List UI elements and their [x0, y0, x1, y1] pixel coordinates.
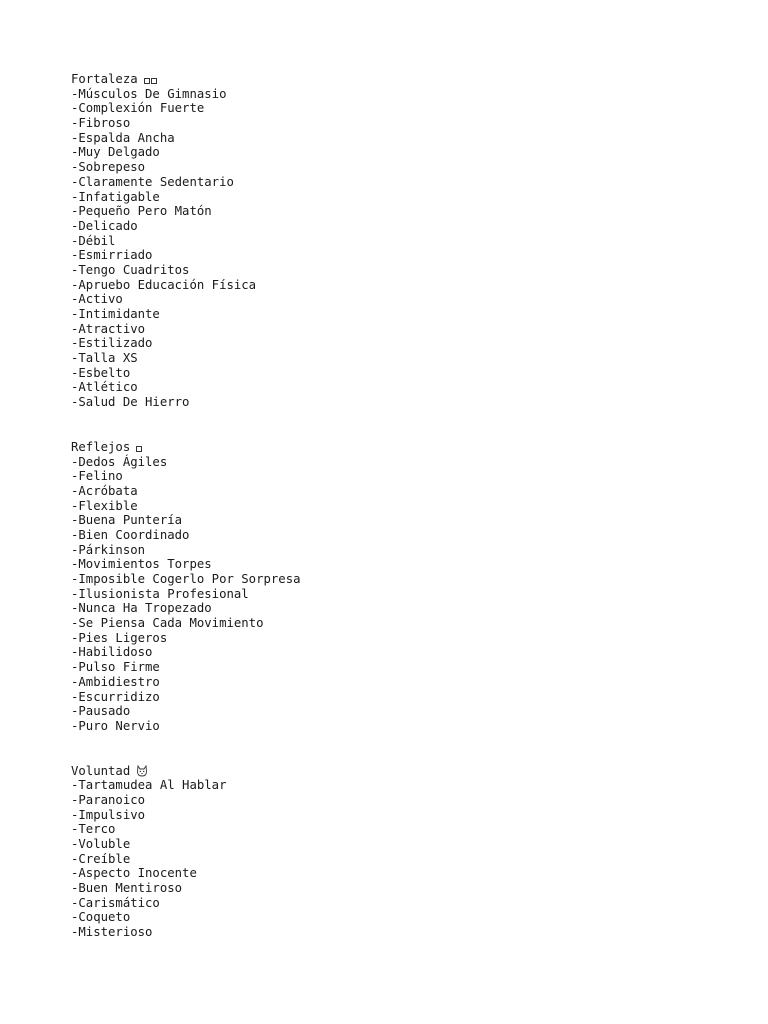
list-item: -Talla XS [71, 351, 138, 366]
list-item: -Carismático [71, 895, 160, 910]
list-item: -Intimidante [71, 307, 160, 321]
list-item: -Imposible Cogerlo Por Sorpresa [71, 572, 301, 586]
list-item: -Bien Coordinado [71, 527, 190, 542]
list-item: -Voluble [71, 837, 131, 851]
list-item: -Acróbata [71, 483, 138, 498]
list-item: -Complexión Fuerte [71, 101, 205, 116]
section-heading-text: Voluntad [71, 763, 131, 778]
list-item: -Aspecto Inocente [71, 866, 197, 881]
list-item: -Atlético [71, 380, 138, 395]
list-item: -Ilusionista Profesional [71, 586, 249, 601]
section-heading [71, 72, 731, 87]
list-item: -Buena Puntería [71, 513, 183, 528]
list-item: -Sobrepeso [71, 160, 146, 175]
list-item: -Nunca Ha Tropezado [71, 601, 212, 616]
list-item: -Infatigable [71, 189, 160, 204]
list-item: -Felino [71, 469, 123, 484]
list-item: -Tengo Cuadritos [71, 262, 190, 277]
list-item: -Estilizado [71, 336, 153, 351]
list-item: -Misterioso [71, 925, 153, 940]
list-item: -Pequeño Pero Matón [71, 204, 212, 219]
list-item: -Buen Mentiroso [71, 881, 183, 896]
list-item: -Movimientos Torpes [71, 557, 212, 572]
section-reflejos [71, 440, 731, 734]
list-item: -Músculos De Gimnasio [71, 86, 227, 101]
list-item: -Activo [71, 292, 123, 307]
list-item: -Esmirriado [71, 248, 153, 263]
list-item: -Ambidiestro [71, 674, 160, 689]
list-item: -Atractivo [71, 321, 146, 336]
list-item: -Paranoico [71, 792, 146, 807]
section-voluntad [71, 764, 731, 940]
list-item: -Delicado [71, 218, 138, 233]
section-fortaleza [71, 72, 731, 410]
list-item: -Escurridizo [71, 689, 160, 704]
list-item: -Habilidoso [71, 645, 153, 660]
list-item: -Espalda Ancha [71, 130, 175, 145]
list-item: -Párkinson [71, 542, 146, 557]
list-item: -Apruebo Educación Física [71, 277, 257, 292]
cat-face-icon [136, 765, 148, 777]
section-heading-text: Reflejos [71, 439, 131, 454]
list-item: -Pulso Firme [71, 660, 160, 675]
list-item: -Flexible [71, 498, 138, 513]
list-item: -Salud De Hierro [71, 395, 190, 410]
list-item: -Creíble [71, 851, 131, 866]
section-heading [71, 440, 731, 455]
list-item: -Terco [71, 822, 116, 837]
list-item: -Fibroso [71, 116, 131, 131]
missing-glyph-icon [136, 443, 142, 452]
list-item: -Claramente Sedentario [71, 174, 234, 189]
list-item: -Muy Delgado [71, 145, 160, 160]
section-heading-text: Fortaleza [71, 72, 138, 86]
list-item: -Coqueto [71, 910, 131, 925]
list-item: -Puro Nervio [71, 718, 160, 733]
missing-glyph-pair-icon [144, 75, 157, 84]
list-item: -Se Piensa Cada Movimiento [71, 616, 264, 631]
list-item: -Pies Ligeros [71, 630, 168, 645]
list-item: -Dedos Ágiles [71, 454, 168, 469]
list-item: -Tartamudea Al Hablar [71, 778, 227, 793]
list-item: -Pausado [71, 704, 131, 719]
list-item: -Esbelto [71, 365, 131, 380]
document-page [71, 72, 731, 940]
section-heading [71, 764, 731, 779]
list-item: -Débil [71, 233, 116, 248]
list-item: -Impulsivo [71, 807, 146, 822]
